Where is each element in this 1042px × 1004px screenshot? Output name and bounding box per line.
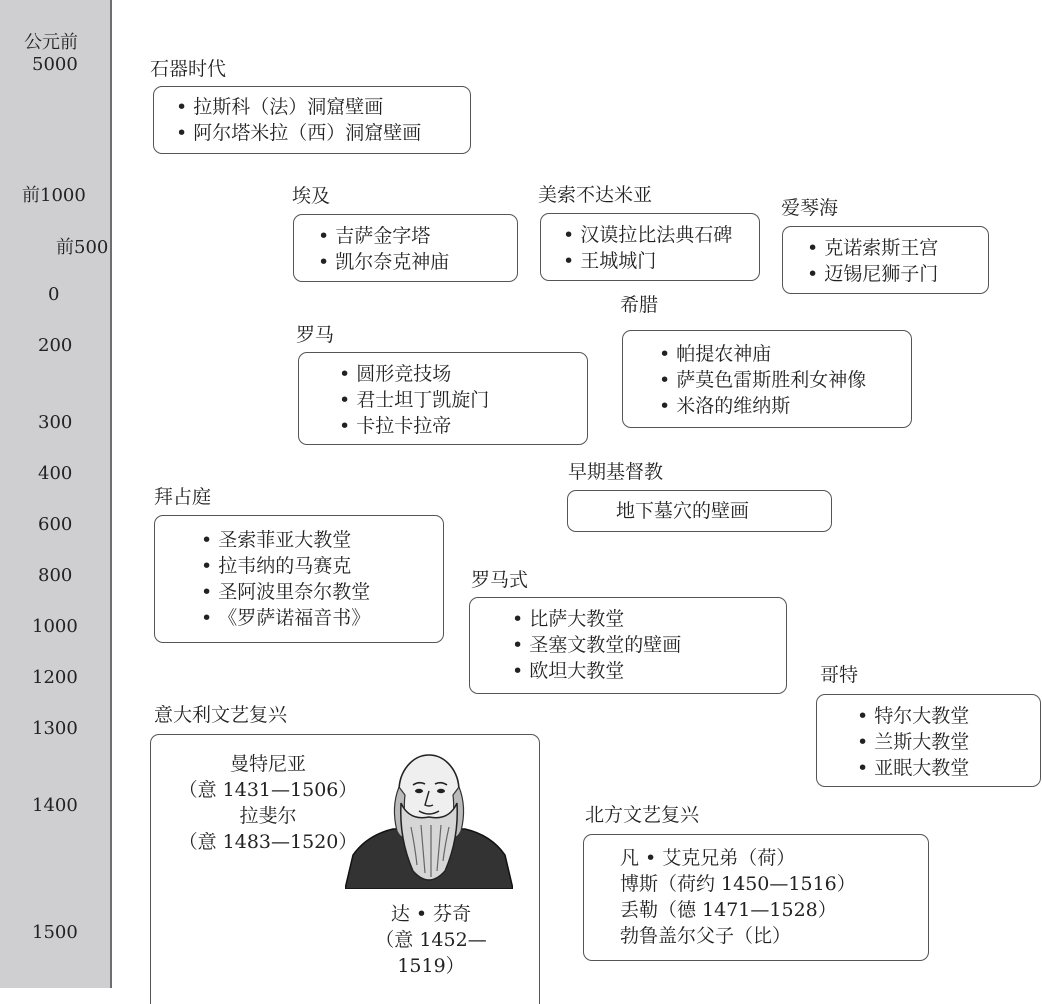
group-box-mesopotamia xyxy=(540,213,760,281)
list-item: • 卡拉卡拉帝 xyxy=(339,413,489,439)
list-item: • 拉韦纳的马赛克 xyxy=(201,553,370,579)
portrait-caption xyxy=(347,901,515,979)
list-item: • 凯尔奈克神庙 xyxy=(318,249,449,275)
list-item: • 君士坦丁凯旋门 xyxy=(339,387,489,413)
list-item: • 帕提农神庙 xyxy=(659,341,866,367)
list-item: • 圣阿波里奈尔教堂 xyxy=(201,579,370,605)
group-box-romanesque xyxy=(469,597,787,694)
timeline-label: 前500 xyxy=(56,237,109,258)
timeline-label: 1400 xyxy=(32,795,78,816)
group-box-aegean xyxy=(782,226,989,294)
group-box-greece xyxy=(622,330,912,428)
list-item: • 圣索菲亚大教堂 xyxy=(201,527,370,553)
list-item: 拉斐尔 xyxy=(239,805,297,827)
portrait-dates: （意 1452—1519） xyxy=(375,929,487,977)
group-box-rome xyxy=(298,352,588,445)
list-item: • 亚眠大教堂 xyxy=(857,755,969,781)
group-title-northern-renaissance: 北方文艺复兴 xyxy=(585,804,700,826)
group-title-aegean: 爱琴海 xyxy=(781,197,839,219)
group-box-italian-renaissance xyxy=(150,734,540,1004)
timeline-label: 800 xyxy=(38,565,73,586)
list-item: • 米洛的维纳斯 xyxy=(659,393,866,419)
timeline-label: 前1000 xyxy=(22,185,86,206)
group-title-gothic: 哥特 xyxy=(820,664,859,686)
list-item: • 阿尔塔米拉（西）洞窟壁画 xyxy=(176,120,421,146)
list-item: 勃鲁盖尔父子（比） xyxy=(620,925,792,947)
list-item: • 萨莫色雷斯胜利女神像 xyxy=(659,367,866,393)
list-item: • 克诺索斯王宫 xyxy=(807,235,938,261)
list-item: （意 1431—1506） xyxy=(178,779,358,801)
timeline-label: 0 xyxy=(48,284,60,305)
list-item: • 圆形竞技场 xyxy=(339,361,489,387)
list-item: • 《罗萨诺福音书》 xyxy=(201,605,370,631)
group-title-romanesque: 罗马式 xyxy=(471,569,529,591)
list-item: 博斯（荷约 1450—1516） xyxy=(620,873,856,895)
group-box-early-christian xyxy=(567,490,832,532)
timeline-label: 1200 xyxy=(32,667,78,688)
group-box-stone-age xyxy=(153,86,471,154)
timeline-bar xyxy=(0,0,112,988)
group-title-early-christian: 早期基督教 xyxy=(568,461,664,483)
group-title-byzantine: 拜占庭 xyxy=(154,486,212,508)
list-item: • 拉斯科（法）洞窟壁画 xyxy=(176,94,421,120)
list-item: 丢勒（德 1471—1528） xyxy=(620,899,837,921)
list-item: 凡 • 艾克兄弟（荷） xyxy=(620,847,796,869)
portrait-name: 达 • 芬奇 xyxy=(390,903,472,925)
da-vinci-portrait xyxy=(345,747,513,889)
timeline-label: 1500 xyxy=(32,922,78,943)
list-item: • 兰斯大教堂 xyxy=(857,729,969,755)
timeline-label: 1300 xyxy=(32,718,78,739)
timeline-label: 300 xyxy=(38,412,73,433)
group-title-italian-renaissance: 意大利文艺复兴 xyxy=(154,704,288,726)
group-title-stone-age: 石器时代 xyxy=(150,58,227,80)
group-title-egypt: 埃及 xyxy=(292,185,331,207)
list-item: • 比萨大教堂 xyxy=(512,606,681,632)
list-item: • 王城城门 xyxy=(563,248,732,274)
list-item: 曼特尼亚 xyxy=(229,753,306,775)
timeline-label: 400 xyxy=(38,463,73,484)
list-item: • 特尔大教堂 xyxy=(857,703,969,729)
timeline-label: 1000 xyxy=(32,616,78,637)
timeline-label: 600 xyxy=(38,514,73,535)
group-title-rome: 罗马 xyxy=(296,324,335,346)
group-box-gothic xyxy=(816,694,1041,787)
group-title-greece: 希腊 xyxy=(620,294,659,316)
timeline-label: 5000 xyxy=(32,54,78,75)
list-item: 地下墓穴的壁画 xyxy=(616,500,750,522)
group-box-egypt xyxy=(293,214,518,282)
list-item: （意 1483—1520） xyxy=(178,831,358,853)
list-item: • 汉谟拉比法典石碑 xyxy=(563,222,732,248)
group-title-mesopotamia: 美索不达米亚 xyxy=(538,184,653,206)
group-box-northern-renaissance xyxy=(583,834,929,961)
list-item: • 圣塞文教堂的壁画 xyxy=(512,632,681,658)
list-item: • 迈锡尼狮子门 xyxy=(807,261,938,287)
list-item: • 吉萨金字塔 xyxy=(318,223,449,249)
timeline-label: 200 xyxy=(38,335,73,356)
timeline-label: 公元前 xyxy=(24,32,78,53)
list-item: • 欧坦大教堂 xyxy=(512,658,681,684)
group-box-byzantine xyxy=(154,515,444,643)
